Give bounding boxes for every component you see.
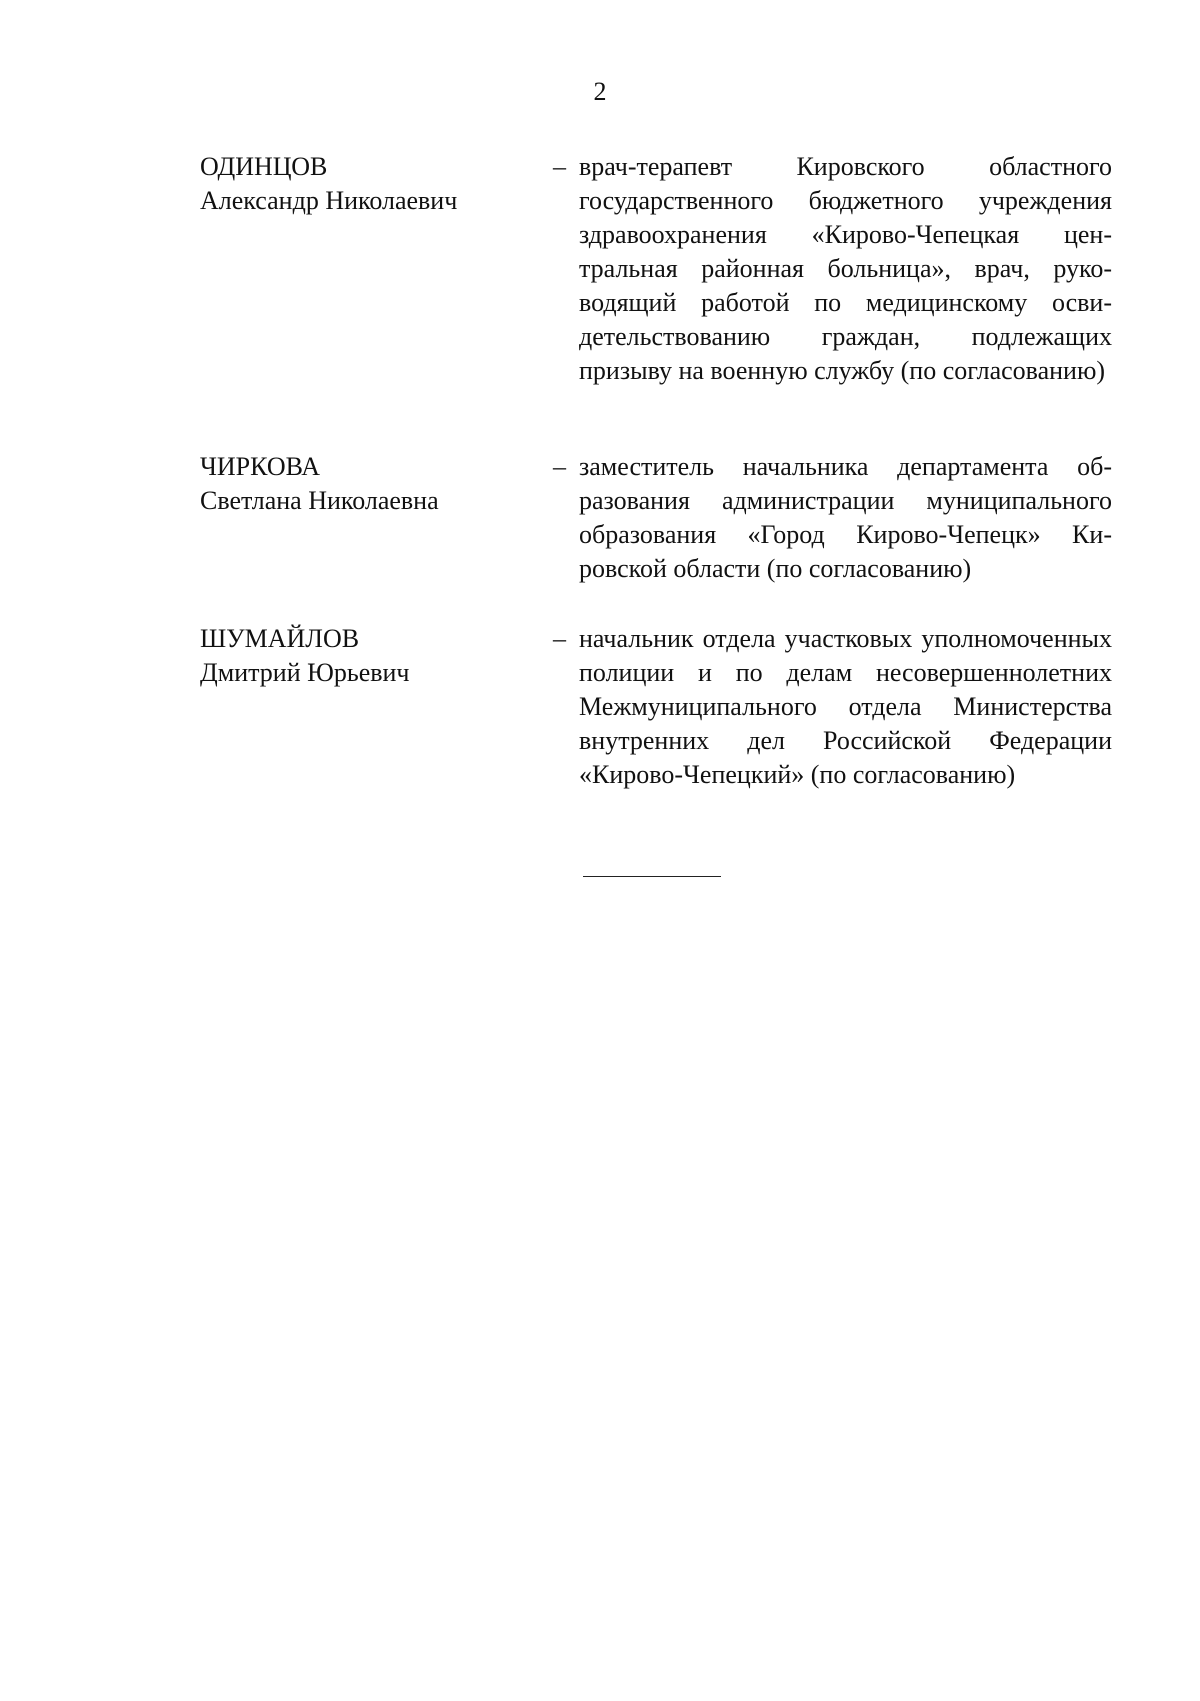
member-surname: ШУМАЙЛОВ [200, 624, 360, 653]
member-name [200, 150, 540, 218]
member-position: начальник отдела участковых уполномоченных полиции и по делам несовершеннолетних Межмуниципального отдела Министерства внутренних дел Российской Федерации «Кирово-Чепецкий» (по согласованию) [579, 624, 1112, 789]
entry-dash: – [553, 624, 566, 653]
member-name [200, 622, 540, 690]
entry-dash: – [553, 452, 566, 481]
closing-rule [583, 876, 721, 877]
member-position: заместитель начальника департамента образования администрации муниципального образования «Город Кирово-Чепецк» Кировской области (по согласованию) [579, 452, 1112, 583]
entry-dash: – [553, 152, 566, 181]
member-given-names: Александр Николаевич [200, 186, 458, 215]
member-given-names: Светлана Николаевна [200, 486, 439, 515]
member-position: врач-терапевт Кировского областного государственного бюджетного учреждения здравоохранения «Кирово-Чепецкая центральная районная больница», врач, руководящий работой по медицинскому освидетельствованию граждан, подлежащих призыву на военную службу (по согласованию) [579, 152, 1112, 385]
member-given-names: Дмитрий Юрьевич [200, 658, 410, 687]
member-name [200, 450, 540, 518]
member-surname: ОДИНЦОВ [200, 152, 328, 181]
member-surname: ЧИРКОВА [200, 452, 321, 481]
page-number: 2 [593, 77, 607, 106]
